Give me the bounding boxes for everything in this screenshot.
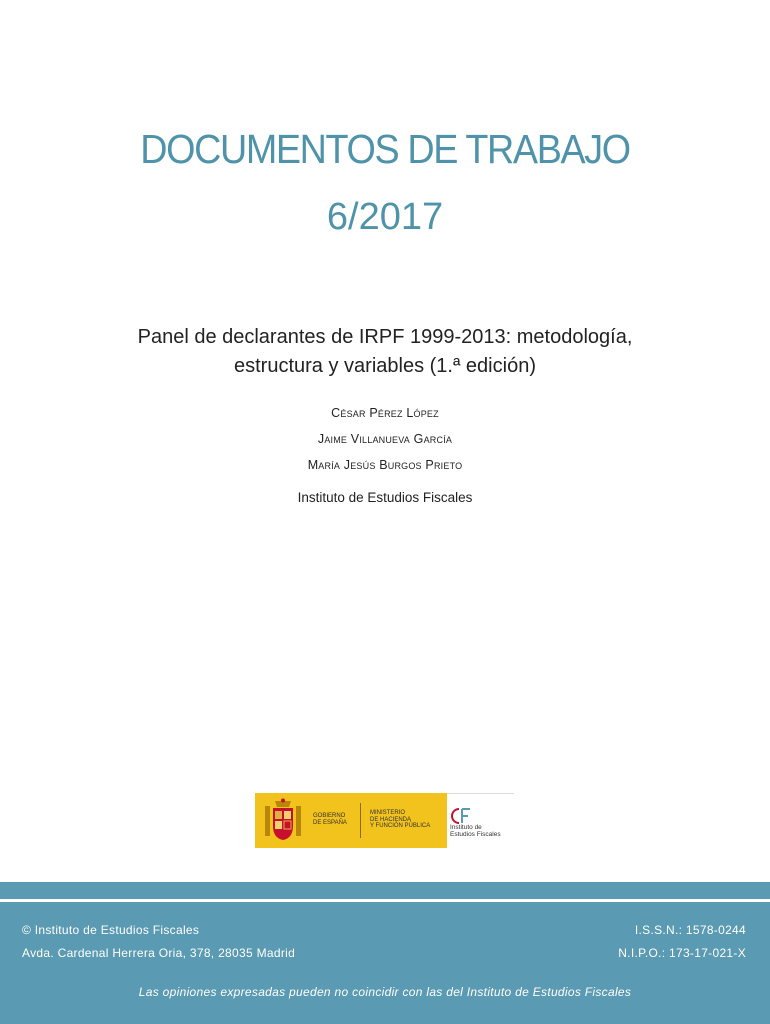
government-logo	[255, 793, 447, 848]
footer-nipo: N.I.P.O.: 173-17-021-X	[618, 946, 746, 960]
footer-divider	[0, 899, 770, 902]
subtitle-line-2: estructura y variables (1.ª edición)	[234, 355, 536, 377]
author-1: César Pérez López	[331, 406, 439, 420]
logo-divider	[360, 803, 361, 838]
footer-issn: I.S.S.N.: 1578-0244	[634, 923, 746, 937]
footer-address: Avda. Cardenal Herrera Oria, 378, 28035 Madrid	[22, 946, 296, 960]
coat-of-arms-icon	[263, 798, 303, 843]
ief-label: Instituto de Estudios Fiscales	[450, 824, 501, 838]
ief-mark-icon	[449, 806, 473, 826]
series-title: DOCUMENTOS DE TRABAJO	[140, 126, 630, 172]
institute-name: Instituto de Estudios Fiscales	[297, 490, 473, 505]
document-number: 6/2017	[326, 196, 444, 238]
ief-logo	[447, 793, 514, 848]
publisher-logos	[255, 793, 514, 848]
author-3: María Jesús Burgos Prieto	[307, 458, 463, 472]
author-2: Jaime Villanueva García	[317, 432, 453, 446]
footer-disclaimer: Las opiniones expresadas pueden no coincidir con las del Instituto de Estudios Fiscales	[138, 985, 632, 999]
ministerio-label: MINISTERIO DE HACIENDA Y FUNCIÓN PÚBLICA	[370, 810, 431, 829]
gobierno-label: GOBIERNO DE ESPAÑA	[313, 813, 347, 826]
footer-copyright: © Instituto de Estudios Fiscales	[22, 923, 200, 937]
subtitle-line-1: Panel de declarantes de IRPF 1999-2013: metodología,	[137, 326, 633, 348]
document-subtitle	[0, 323, 770, 381]
